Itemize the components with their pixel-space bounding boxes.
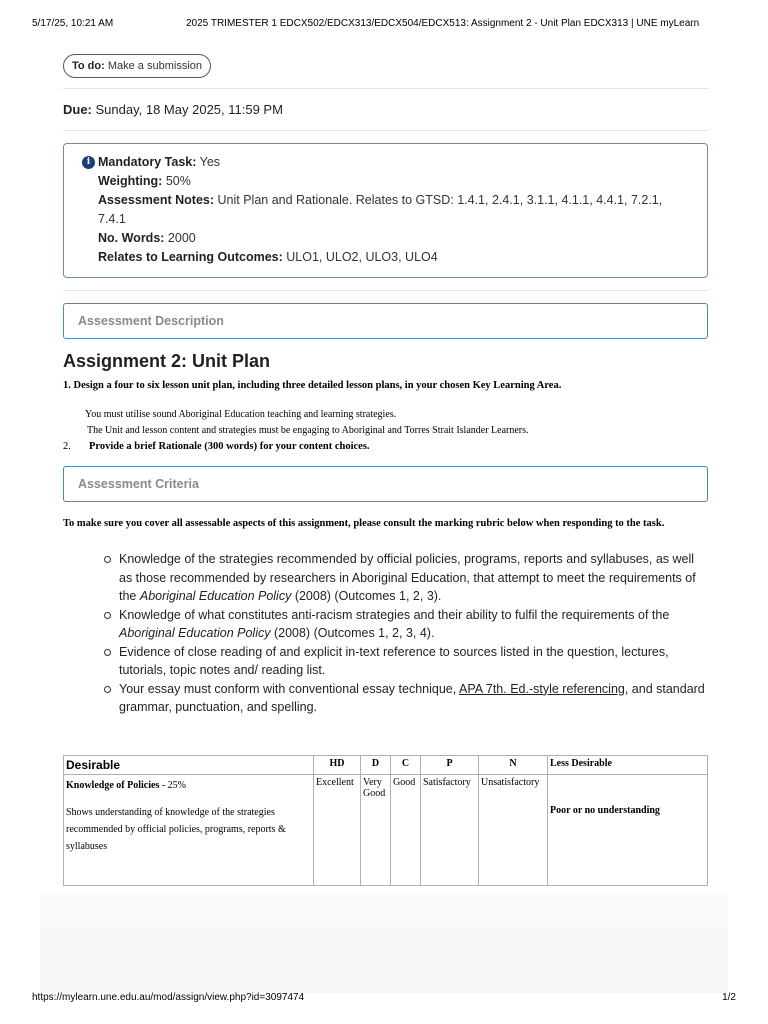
grade-cell: Satisfactory: [421, 775, 479, 886]
criterion-title: Knowledge of Policies: [66, 780, 160, 791]
info-label: Relates to Learning Outcomes:: [98, 250, 283, 264]
list-text: Knowledge of what constitutes anti-racism strategies and their ability to fulfil the requirements of the: [119, 607, 670, 622]
list-item: [119, 606, 708, 643]
todo-label: To do:: [72, 60, 105, 72]
column-header: N: [479, 756, 548, 775]
assignment-item-1: 1. Design a four to six lesson unit plan, including three detailed lesson plans, in your chosen Key Learning Area.: [63, 380, 562, 391]
print-title: 2025 TRIMESTER 1 EDCX502/EDCX313/EDCX504/EDCX513: Assignment 2 - Unit Plan EDCX313 | UNE myLearn: [186, 18, 700, 29]
assignment-title: Assignment 2: Unit Plan: [63, 351, 271, 371]
due-value: Sunday, 18 May 2025, 11:59 PM: [95, 102, 283, 117]
list-item: [119, 643, 708, 680]
divider: [63, 130, 708, 131]
due-date: [63, 89, 708, 130]
assessment-criteria-section[interactable]: Assessment Criteria: [63, 466, 708, 502]
grade-cell: Excellent: [314, 775, 361, 886]
print-url: https://mylearn.une.edu.au/mod/assign/view.php?id=3097474: [32, 992, 305, 1003]
list-text: , and standard grammar, punctuation, and spelling.: [119, 681, 705, 714]
print-header: [32, 18, 736, 34]
item-text: Provide a brief Rationale (300 words) for your content choices.: [89, 441, 370, 452]
policy-title: Aboriginal Education Policy: [119, 626, 271, 640]
criteria-list: [63, 550, 708, 717]
criterion-description: Shows understanding of knowledge of the strategies recommended by official policies, programs, reports & syllabuses: [66, 807, 286, 852]
info-row-words: [82, 229, 691, 248]
column-header: P: [421, 756, 479, 775]
page-background-band: [40, 893, 728, 993]
due-label: Due:: [63, 102, 92, 117]
info-row-notes: [82, 191, 691, 229]
criterion-weight: - 25%: [159, 780, 186, 791]
info-value: 50%: [165, 174, 191, 188]
grade-cell: Unsatisfactory: [479, 775, 548, 886]
bullet-icon: [104, 556, 111, 563]
info-value: 2000: [167, 231, 196, 245]
table-row: [64, 775, 708, 886]
todo-row: [63, 54, 708, 88]
info-row-mandatory: [82, 153, 691, 172]
print-footer: [32, 992, 736, 1006]
column-header: Desirable: [64, 756, 314, 775]
info-row-weighting: [82, 172, 691, 191]
column-header: HD: [314, 756, 361, 775]
info-value: Unit Plan and Rationale. Relates to GTSD: 1.4.1, 2.4.1, 3.1.1, 4.1.1, 4.4.1, 7.2.1, 7.4.1: [98, 193, 663, 226]
info-label: Mandatory Task:: [98, 155, 197, 169]
column-header: D: [361, 756, 391, 775]
column-header: Less Desirable: [548, 756, 708, 775]
list-text: Knowledge of the strategies recommended by official policies, programs, reports and syllabuses, as well as those recommended by researchers in Aboriginal Education, that attempt to meet the requirements of the: [119, 552, 696, 603]
todo-badge: [63, 54, 211, 78]
info-row-outcomes: [82, 248, 691, 267]
list-item: [119, 550, 708, 606]
info-value: Yes: [199, 155, 221, 169]
grade-cell: Good: [391, 775, 421, 886]
print-date: 5/17/25, 10:21 AM: [32, 18, 114, 29]
list-text: Evidence of close reading of and explicit in-text reference to sources listed in the question, lectures, tutorials, topic notes and/ reading list.: [119, 644, 669, 677]
assessment-description-section[interactable]: Assessment Description: [63, 303, 708, 339]
assignment-paragraph: The Unit and lesson content and strategies must be engaging to Aboriginal and Torres Strait Islander Learners.: [87, 425, 529, 436]
list-text: Your essay must conform with conventional essay technique,: [119, 681, 460, 696]
divider: [63, 290, 708, 291]
list-text: (2008) (Outcomes 1, 2, 3, 4).: [270, 626, 435, 640]
bullet-icon: [104, 649, 111, 656]
bullet-icon: [104, 612, 111, 619]
table-header-row: [64, 756, 708, 775]
criteria-intro: To make sure you cover all assessable aspects of this assignment, please consult the marking rubric below when responding to the task.: [63, 518, 665, 529]
item-number: 2.: [63, 441, 71, 452]
marking-rubric-table: [63, 755, 708, 886]
assignment-item-2: [63, 441, 708, 452]
policy-title: Aboriginal Education Policy: [139, 589, 292, 603]
info-icon: i: [82, 156, 95, 169]
apa-referencing-link[interactable]: APA 7th. Ed.-style referencing: [459, 681, 625, 696]
assignment-paragraph: You must utilise sound Aboriginal Education teaching and learning strategies.: [85, 409, 397, 420]
column-header: C: [391, 756, 421, 775]
assessment-info-box: [63, 143, 708, 278]
info-label: Weighting:: [98, 174, 163, 188]
info-label: Assessment Notes:: [98, 193, 215, 207]
page-number: 1/2: [722, 992, 736, 1003]
list-text: (2008) (Outcomes 1, 2, 3).: [291, 589, 442, 603]
criterion-cell: [64, 775, 314, 886]
info-label: No. Words:: [98, 231, 165, 245]
info-value: ULO1, ULO2, ULO3, ULO4: [286, 250, 438, 264]
less-desirable-cell: Poor or no understanding: [548, 775, 708, 886]
list-item: [119, 680, 708, 717]
todo-text: Make a submission: [107, 60, 202, 72]
main-content: [63, 54, 708, 717]
grade-cell: Very Good: [361, 775, 391, 886]
bullet-icon: [104, 686, 111, 693]
